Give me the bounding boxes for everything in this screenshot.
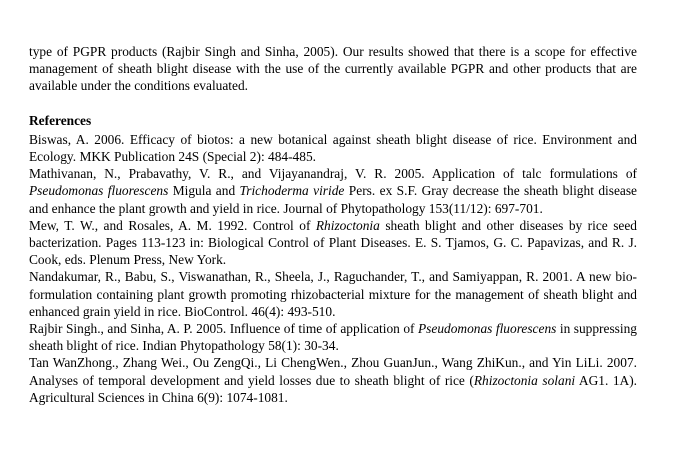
reference-text: Rajbir Singh., and Sinha, A. P. 2005. Influence of time of application of [29,321,418,337]
reference-italic-text: Trichoderma viride [239,183,345,199]
reference-item [29,165,637,217]
reference-italic-text: Rhizoctonia solani [473,372,576,388]
reference-item [29,268,637,320]
reference-text: Mew, T. W., and Rosales, A. M. 1992. Control of [29,217,316,233]
reference-text: sheath blight and other diseases by rice seed bacterization. Pages 113-123 in: Biological Control of Plant Diseases. E. S. Tjamos, G. C. Papavizas, and R. J. Cook, eds. Plenum Press, New York. [29,217,638,268]
reference-text: Pers. ex S.F. Gray decrease the sheath blight disease and enhance the plant growth and yield in rice. Journal of Phytopathology 153(11/12): 697-701. [29,183,637,216]
reference-item [29,320,637,354]
reference-text: Tan WanZhong., Zhang Wei., Ou ZengQi., Li ChengWen., Zhou GuanJun., Wang ZhiKun., and Yin LiLi. 2007. Analyses of temporal development and yield losses due to sheath blight of rice ( [29,355,637,388]
reference-text: Migula and [168,183,240,199]
reference-italic-text: Pseudomonas fluorescens [29,183,169,199]
reference-text: Nandakumar, R., Babu, S., Viswanathan, R., Sheela, J., Raguchander, T., and Samiyappan, R. 2001. A new bio-formulation containing plant growth promoting rhizobacterial mixture for the management of sheath blight and enhanced grain yield in rice. BioControl. 46(4): 493-510. [29,269,637,319]
body-paragraph: type of PGPR products (Rajbir Singh and Sinha, 2005). Our results showed that there is a scope for effective management of sheath blight disease with the use of the currently available PGPR and other products that are available under the conditions evaluated. [29,44,637,94]
reference-text: Mathivanan, N., Prabavathy, V. R., and Vijayanandraj, V. R. 2005. Application of talc formulations of [29,166,637,182]
references-heading: References [29,112,92,128]
reference-item [29,354,637,406]
document-page [29,43,637,406]
reference-text: AG1. 1A). Agricultural Sciences in China 6(9): 1074-1081. [29,372,638,405]
reference-italic-text: Rhizoctonia [315,217,380,233]
reference-text: Biswas, A. 2006. Efficacy of biotos: a new botanical against sheath blight disease of rice. Environment and Ecology. MKK Publication 24S (Special 2): 484-485. [29,131,637,165]
reference-list [29,131,637,406]
reference-item [29,131,637,165]
reference-italic-text: Pseudomonas fluorescens [417,321,557,337]
reference-text: in suppressing sheath blight of rice. Indian Phytopathology 58(1): 30-34. [29,321,637,354]
reference-item [29,217,637,269]
